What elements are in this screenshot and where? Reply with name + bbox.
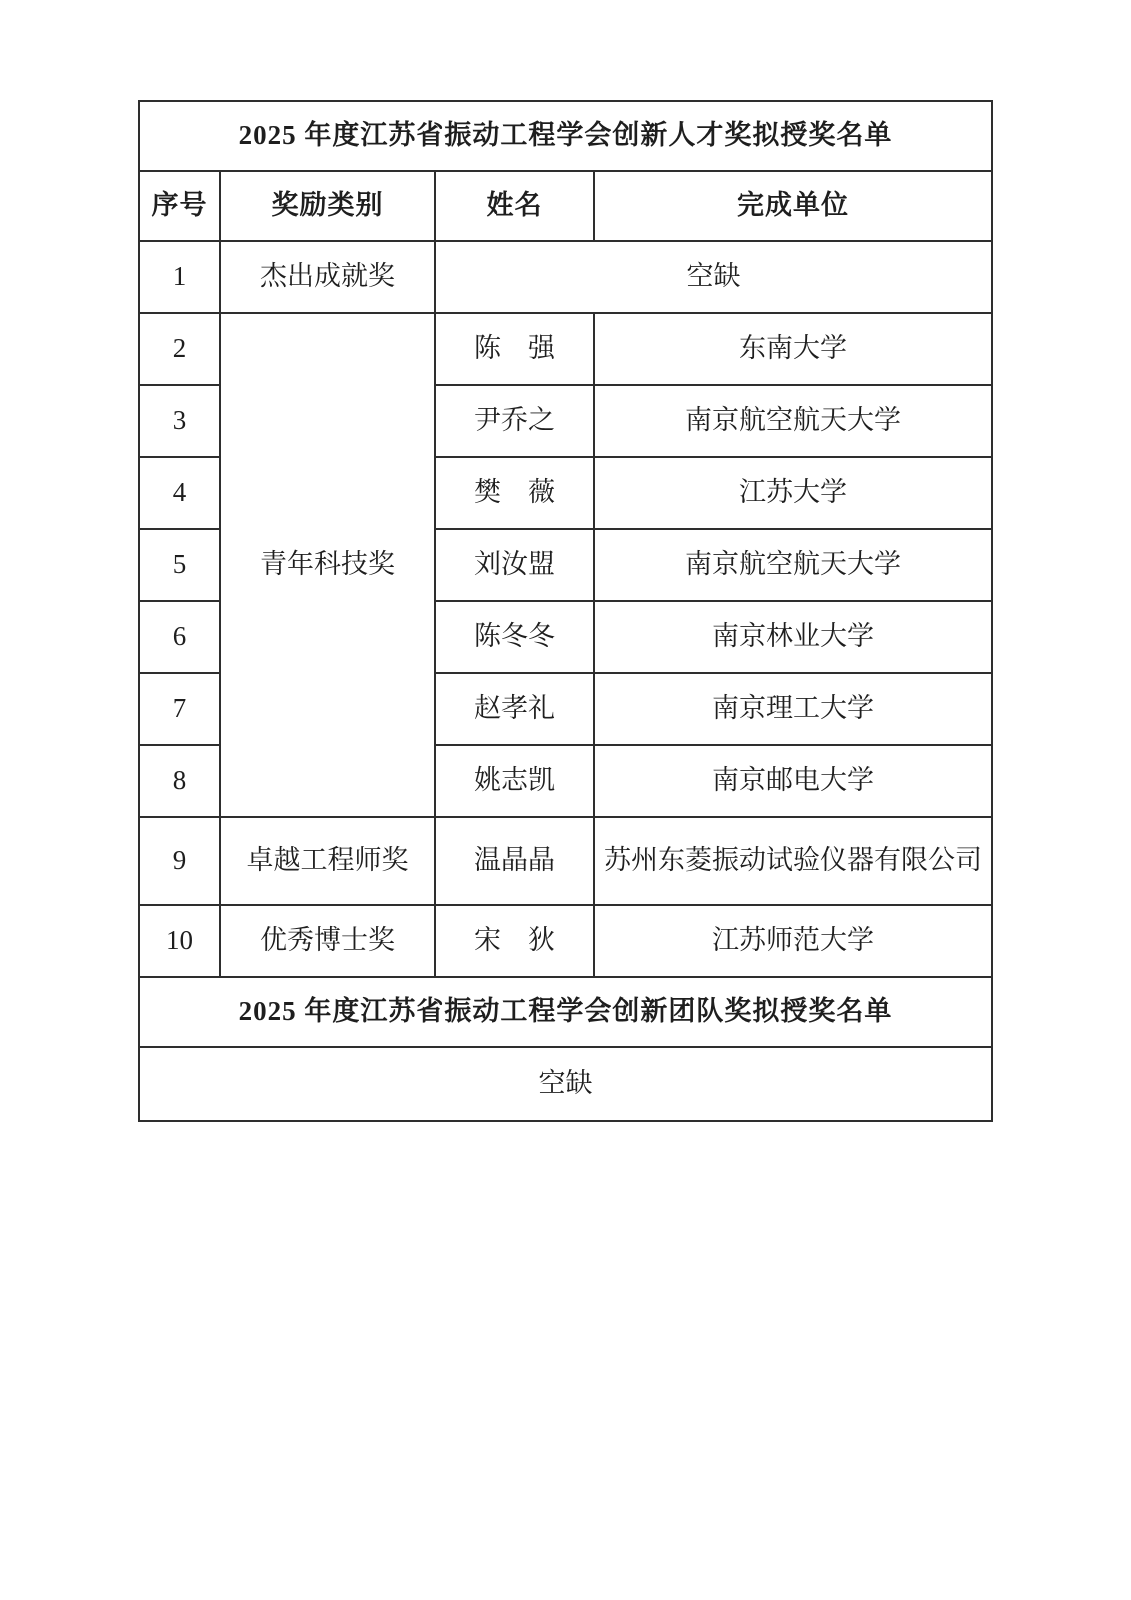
section1-title: 2025 年度江苏省振动工程学会创新人才奖拟授奖名单 bbox=[139, 101, 992, 171]
serial-cell: 7 bbox=[139, 673, 220, 745]
category-cell: 杰出成就奖 bbox=[220, 241, 435, 313]
name-cell: 刘汝盟 bbox=[435, 529, 594, 601]
unit-cell: 南京林业大学 bbox=[594, 601, 992, 673]
category-cell: 卓越工程师奖 bbox=[220, 817, 435, 905]
category-cell-youth: 青年科技奖 bbox=[220, 313, 435, 817]
category-cell: 优秀博士奖 bbox=[220, 905, 435, 977]
name-cell: 温晶晶 bbox=[435, 817, 594, 905]
unit-cell: 江苏师范大学 bbox=[594, 905, 992, 977]
serial-cell: 6 bbox=[139, 601, 220, 673]
table-row bbox=[139, 1047, 992, 1121]
name-cell: 赵孝礼 bbox=[435, 673, 594, 745]
unit-cell: 南京理工大学 bbox=[594, 673, 992, 745]
unit-cell: 苏州东菱振动试验仪器有限公司 bbox=[594, 817, 992, 905]
unit-cell: 南京航空航天大学 bbox=[594, 529, 992, 601]
serial-cell: 3 bbox=[139, 385, 220, 457]
header-unit: 完成单位 bbox=[594, 171, 992, 241]
serial-cell: 1 bbox=[139, 241, 220, 313]
name-cell: 姚志凯 bbox=[435, 745, 594, 817]
header-row bbox=[139, 171, 992, 241]
table-row bbox=[139, 905, 992, 977]
section2-title-row bbox=[139, 977, 992, 1047]
serial-cell: 9 bbox=[139, 817, 220, 905]
serial-cell: 4 bbox=[139, 457, 220, 529]
award-table bbox=[138, 100, 993, 1122]
name-cell: 陈 强 bbox=[435, 313, 594, 385]
unit-cell: 南京邮电大学 bbox=[594, 745, 992, 817]
serial-cell: 8 bbox=[139, 745, 220, 817]
section2-vacant-cell: 空缺 bbox=[139, 1047, 992, 1121]
serial-cell: 2 bbox=[139, 313, 220, 385]
name-cell: 尹乔之 bbox=[435, 385, 594, 457]
unit-cell: 江苏大学 bbox=[594, 457, 992, 529]
serial-cell: 10 bbox=[139, 905, 220, 977]
name-cell: 樊 薇 bbox=[435, 457, 594, 529]
table-row bbox=[139, 817, 992, 905]
header-serial: 序号 bbox=[139, 171, 220, 241]
unit-cell: 南京航空航天大学 bbox=[594, 385, 992, 457]
table-row bbox=[139, 241, 992, 313]
vacant-cell: 空缺 bbox=[435, 241, 992, 313]
table-row bbox=[139, 313, 992, 385]
header-category: 奖励类别 bbox=[220, 171, 435, 241]
section1-title-row bbox=[139, 101, 992, 171]
serial-cell: 5 bbox=[139, 529, 220, 601]
section2-title: 2025 年度江苏省振动工程学会创新团队奖拟授奖名单 bbox=[139, 977, 992, 1047]
name-cell: 陈冬冬 bbox=[435, 601, 594, 673]
header-name: 姓名 bbox=[435, 171, 594, 241]
unit-cell: 东南大学 bbox=[594, 313, 992, 385]
name-cell: 宋 狄 bbox=[435, 905, 594, 977]
